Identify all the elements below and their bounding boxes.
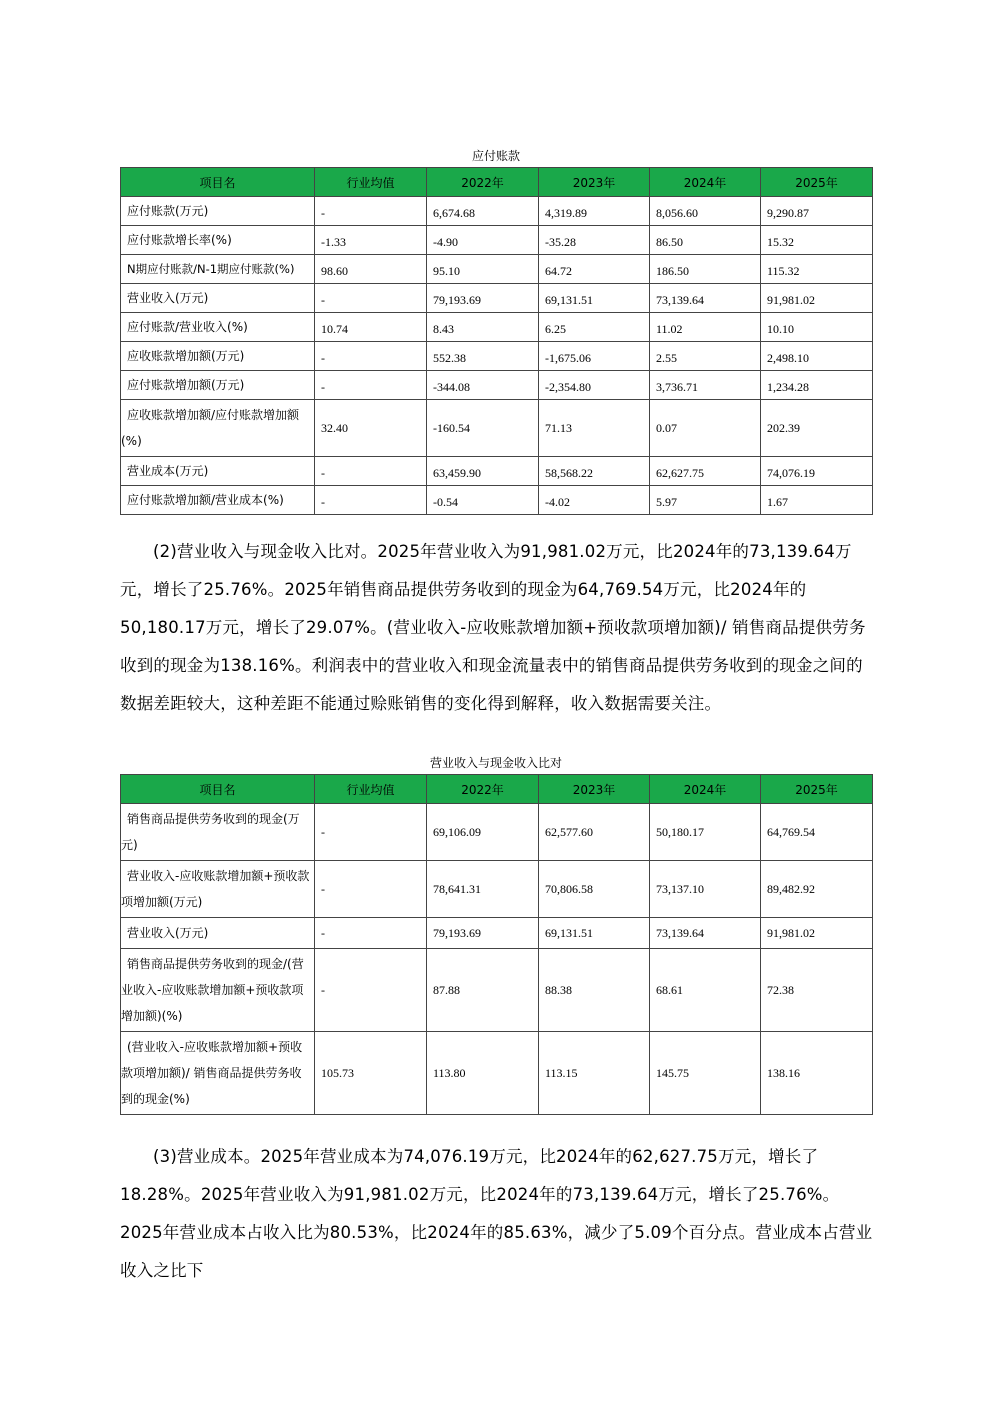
table-cell: -0.54 [427, 486, 539, 515]
paragraph-operating-cost: (3)营业成本。2025年营业成本为74,076.19万元，比2024年的62,627.75万元，增长了18.28%。2025年营业收入为91,981.02万元，比2024年的73,139.64万元，增长了25.76%。2025年营业成本占收入比为80.53%，比2024年的85.63%，减少了5.09个百分点。营业成本占营业收入之比下 [120, 1147, 873, 1280]
table-cell: 113.80 [427, 1032, 539, 1115]
table-cell: 1.67 [761, 486, 873, 515]
table-row [121, 804, 873, 861]
table-cell: 98.60 [315, 255, 427, 284]
table-cell: 113.15 [539, 1032, 650, 1115]
row-label: 营业收入(万元) [121, 918, 315, 949]
table-cell: 6,674.68 [427, 197, 539, 226]
table-cell: 89,482.92 [761, 861, 873, 918]
column-header: 项目名 [121, 168, 315, 197]
table-cell: 73,139.64 [650, 284, 761, 313]
table-header-row [121, 168, 873, 197]
table-cell: -4.90 [427, 226, 539, 255]
table-cell: -1,675.06 [539, 342, 650, 371]
table-cell: 69,131.51 [539, 284, 650, 313]
row-label: N期应付账款/N-1期应付账款(%) [121, 255, 315, 284]
column-header: 2023年 [539, 168, 650, 197]
table-cell: - [315, 457, 427, 486]
column-header: 2025年 [761, 168, 873, 197]
column-header: 行业均值 [315, 775, 427, 804]
table-row [121, 486, 873, 515]
table-cell: 15.32 [761, 226, 873, 255]
table-cell: - [315, 949, 427, 1032]
table-cell: 2,498.10 [761, 342, 873, 371]
table-cell: 50,180.17 [650, 804, 761, 861]
table-row [121, 313, 873, 342]
table-cell: 68.61 [650, 949, 761, 1032]
table-cell: -344.08 [427, 371, 539, 400]
table-cell: - [315, 486, 427, 515]
table-cell: -4.02 [539, 486, 650, 515]
row-label: 应付账款增加额/营业成本(%) [121, 486, 315, 515]
table-row [121, 861, 873, 918]
table-cell: - [315, 371, 427, 400]
table-row [121, 342, 873, 371]
table-cell: 9,290.87 [761, 197, 873, 226]
table2-caption: 营业收入与现金收入比对 [429, 756, 562, 770]
payables-table [120, 167, 873, 515]
table-cell: 202.39 [761, 400, 873, 457]
table-row [121, 255, 873, 284]
row-label: 营业收入(万元) [121, 284, 315, 313]
table-cell: 145.75 [650, 1032, 761, 1115]
table-cell: 1,234.28 [761, 371, 873, 400]
row-label: 应付账款(万元) [121, 197, 315, 226]
row-label: 销售商品提供劳务收到的现金(万元) [121, 804, 315, 861]
table-cell: 138.16 [761, 1032, 873, 1115]
table-cell: 58,568.22 [539, 457, 650, 486]
table-cell: 8,056.60 [650, 197, 761, 226]
row-label: 营业成本(万元) [121, 457, 315, 486]
row-label: 应付账款增长率(%) [121, 226, 315, 255]
table-cell: 86.50 [650, 226, 761, 255]
revenue-cash-table [120, 774, 873, 1115]
table-cell: 105.73 [315, 1032, 427, 1115]
column-header: 2025年 [761, 775, 873, 804]
row-label: 应收账款增加额(万元) [121, 342, 315, 371]
table-cell: - [315, 342, 427, 371]
table-cell: 73,137.10 [650, 861, 761, 918]
table-cell: 74,076.19 [761, 457, 873, 486]
table-cell: 64.72 [539, 255, 650, 284]
table-cell: 71.13 [539, 400, 650, 457]
table-cell: 3,736.71 [650, 371, 761, 400]
table-cell: 69,106.09 [427, 804, 539, 861]
row-label: 营业收入-应收账款增加额+预收款项增加额(万元) [121, 861, 315, 918]
column-header: 2022年 [427, 775, 539, 804]
row-label: 应收账款增加额/应付账款增加额(%) [121, 400, 315, 457]
table-cell: -35.28 [539, 226, 650, 255]
table-row [121, 197, 873, 226]
table-cell: 91,981.02 [761, 918, 873, 949]
paragraph-revenue-vs-cash: (2)营业收入与现金收入比对。2025年营业收入为91,981.02万元，比2024年的73,139.64万元，增长了25.76%。2025年销售商品提供劳务收到的现金为64,769.54万元，比2024年的50,180.17万元，增长了29.07%。(营业收入-应收账款增加额+预收款项增加额)/ 销售商品提供劳务收到的现金为138.16%。利润表中的营业收入和现金流量表中的销售商品提供劳务收到的现金之间的数据差距较大，这种差距不能通过赊账销售的变化得到解释，收入数据需要关注。 [120, 542, 866, 713]
table-cell: - [315, 918, 427, 949]
table-cell: 11.02 [650, 313, 761, 342]
row-label: 应付账款/营业收入(%) [121, 313, 315, 342]
table-cell: -1.33 [315, 226, 427, 255]
table-cell: 88.38 [539, 949, 650, 1032]
table-cell: 72.38 [761, 949, 873, 1032]
row-label: 应付账款增加额(万元) [121, 371, 315, 400]
table-cell: 32.40 [315, 400, 427, 457]
table-cell: 10.10 [761, 313, 873, 342]
table-cell: 69,131.51 [539, 918, 650, 949]
table-cell: 6.25 [539, 313, 650, 342]
table-header-row [121, 775, 873, 804]
table-cell: 87.88 [427, 949, 539, 1032]
table-cell: 115.32 [761, 255, 873, 284]
table-cell: 552.38 [427, 342, 539, 371]
column-header: 行业均值 [315, 168, 427, 197]
table-cell: 73,139.64 [650, 918, 761, 949]
table-cell: 95.10 [427, 255, 539, 284]
row-label: (营业收入-应收账款增加额+预收款项增加额)/ 销售商品提供劳务收到的现金(%) [121, 1032, 315, 1115]
table-cell: - [315, 284, 427, 313]
table-cell: 78,641.31 [427, 861, 539, 918]
table-cell: 79,193.69 [427, 284, 539, 313]
table-cell: - [315, 197, 427, 226]
table-row [121, 949, 873, 1032]
table-cell: - [315, 861, 427, 918]
table-cell: - [315, 804, 427, 861]
table-row [121, 400, 873, 457]
table-cell: 186.50 [650, 255, 761, 284]
column-header: 项目名 [121, 775, 315, 804]
column-header: 2024年 [650, 168, 761, 197]
table-row [121, 226, 873, 255]
row-label: 销售商品提供劳务收到的现金/(营业收入-应收账款增加额+预收款项增加额)(%) [121, 949, 315, 1032]
table-cell: 4,319.89 [539, 197, 650, 226]
table-cell: 2.55 [650, 342, 761, 371]
table-cell: -160.54 [427, 400, 539, 457]
table-cell: 70,806.58 [539, 861, 650, 918]
table-cell: 0.07 [650, 400, 761, 457]
table-cell: -2,354.80 [539, 371, 650, 400]
table-row [121, 457, 873, 486]
table-cell: 10.74 [315, 313, 427, 342]
table-cell: 8.43 [427, 313, 539, 342]
column-header: 2023年 [539, 775, 650, 804]
table1-caption: 应付账款 [471, 149, 520, 163]
table-cell: 79,193.69 [427, 918, 539, 949]
table-cell: 62,577.60 [539, 804, 650, 861]
table-row [121, 371, 873, 400]
table-row [121, 284, 873, 313]
table-cell: 5.97 [650, 486, 761, 515]
table-cell: 62,627.75 [650, 457, 761, 486]
table-row [121, 1032, 873, 1115]
table-row [121, 918, 873, 949]
table-cell: 64,769.54 [761, 804, 873, 861]
column-header: 2022年 [427, 168, 539, 197]
table-cell: 91,981.02 [761, 284, 873, 313]
column-header: 2024年 [650, 775, 761, 804]
table-cell: 63,459.90 [427, 457, 539, 486]
